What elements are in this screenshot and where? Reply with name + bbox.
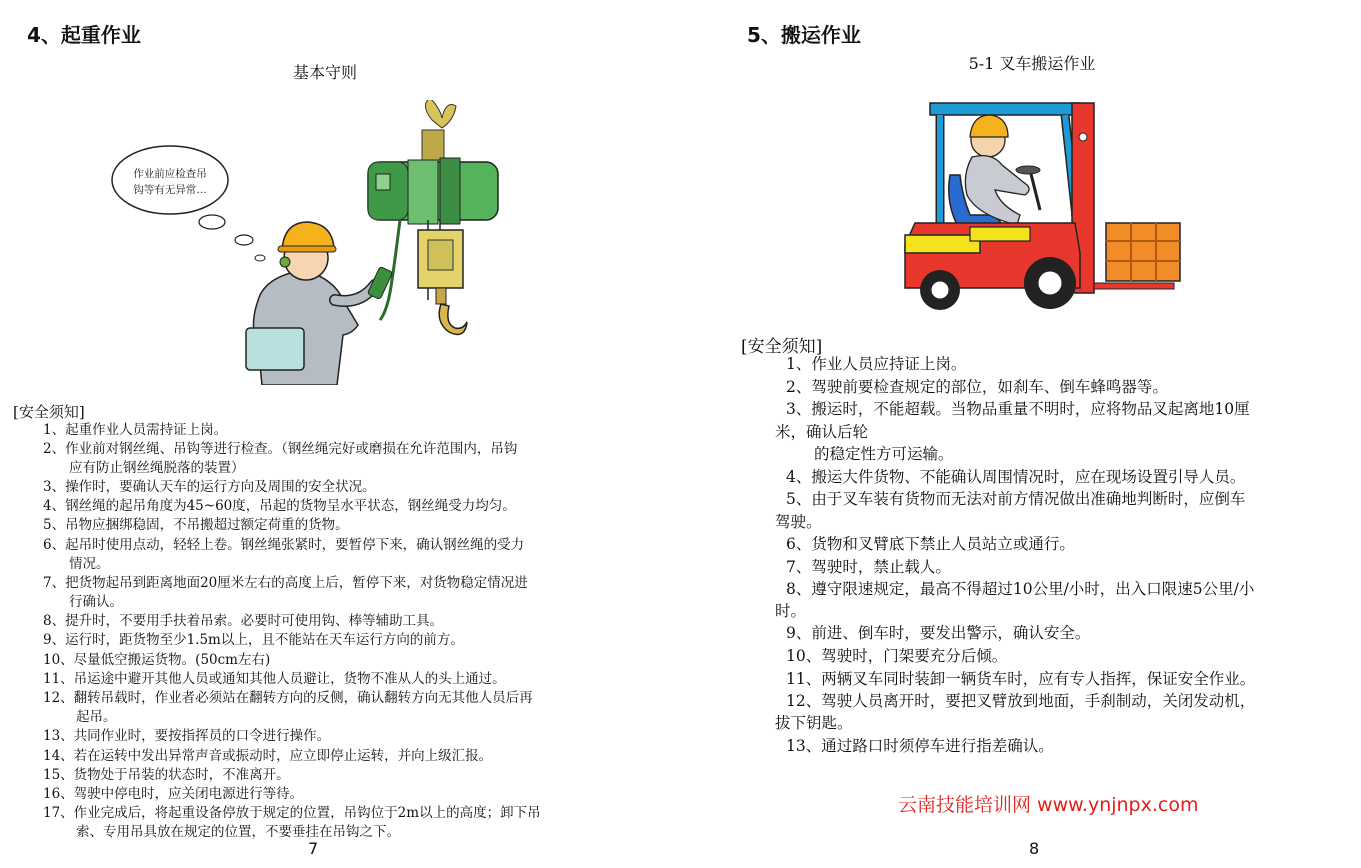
right-rule: 1、作业人员应持证上岗。 xyxy=(786,355,967,373)
left-rule: 4、钢丝绳的起吊角度为45~60度，吊起的货物呈水平状态，钢丝绳受力均匀。 xyxy=(43,498,516,514)
right-rule: 拔下钥匙。 xyxy=(775,714,853,732)
left-rule: 12、翻转吊载时，作业者必须站在翻转方向的反侧，确认翻转方向无其他人员后再 xyxy=(43,690,533,706)
subtitle-basic-rules: 基本守则 xyxy=(292,63,357,82)
site-watermark: 云南技能培训网 www.ynjnpx.com xyxy=(898,794,1199,816)
bubble-line-2: 钩等有无异常… xyxy=(133,184,207,196)
right-rule: 7、驾驶时，禁止载人。 xyxy=(786,558,951,576)
right-rule: 4、搬运大件货物、不能确认周围情况时，应在现场设置引导人员。 xyxy=(786,468,1246,486)
bubble-line-1: 作业前应检查吊 xyxy=(133,168,207,180)
right-rule: 10、驾驶时，门架要充分后倾。 xyxy=(786,647,1008,665)
right-rule: 米，确认后轮 xyxy=(775,423,869,441)
right-rule: 2、驾驶前要检查规定的部位，如刹车、倒车蜂鸣器等。 xyxy=(786,378,1168,396)
thought-dot xyxy=(235,235,253,245)
speech-bubble xyxy=(112,146,228,214)
crane-operator-illustration xyxy=(110,100,530,385)
right-rule: 3、搬运时，不能超载。当物品重量不明时，应将物品叉起离地10厘 xyxy=(786,400,1250,418)
left-rule: 10、尽量低空搬运货物。(50cm左右) xyxy=(43,652,271,668)
left-rule: 应有防止钢丝绳脱落的装置） xyxy=(69,460,245,476)
left-rule: 6、起吊时使用点动，轻轻上卷。钢丝绳张紧时，要暂停下来，确认钢丝绳的受力 xyxy=(43,537,525,553)
left-rule: 1、起重作业人员需持证上岗。 xyxy=(43,422,228,438)
notice-heading-right: [安全须知] xyxy=(741,337,823,357)
left-rule: 15、货物处于吊装的状态时，不准离开。 xyxy=(43,767,290,783)
right-rule: 时。 xyxy=(775,602,807,620)
page-number-left: 7 xyxy=(308,839,319,858)
left-rule: 5、吊物应捆绑稳固，不吊搬超过额定荷重的货物。 xyxy=(43,517,349,533)
left-rule: 2、作业前对钢丝绳、吊钩等进行检查。（钢丝绳完好或磨损在允许范围内，吊钩 xyxy=(43,441,518,457)
left-rule: 16、驾驶中停电时，应关闭电源进行等待。 xyxy=(43,786,304,802)
left-rule: 起吊。 xyxy=(76,709,117,725)
clipboard xyxy=(246,328,304,370)
right-page xyxy=(680,0,1361,868)
right-rule: 5、由于叉车装有货物而无法对前方情况做出准确地判断时，应倒车 xyxy=(786,490,1246,508)
lower-hook-icon xyxy=(439,304,467,334)
right-rule: 8、遵守限速规定，最高不得超过10公里/小时，出入口限速5公里/小 xyxy=(786,580,1255,598)
section-title-lifting: 4、起重作业 xyxy=(27,23,141,47)
left-rule: 14、若在运转中发出异常声音或振动时，应立即停止运转，并向上级汇报。 xyxy=(43,748,493,764)
forklift-illustration xyxy=(900,95,1200,315)
right-rule: 13、通过路口时须停车进行指差确认。 xyxy=(786,737,1054,755)
hardhat-icon xyxy=(970,115,1008,137)
left-rule: 情况。 xyxy=(69,556,110,572)
left-rule: 17、作业完成后，将起重设备停放于规定的位置，吊钩位于2m以上的高度；卸下吊 xyxy=(43,805,541,821)
thought-dot xyxy=(255,255,265,261)
left-rule: 11、吊运途中避开其他人员或通知其他人员避让，货物不准从人的头上通过。 xyxy=(43,671,506,687)
left-rule: 索、专用吊具放在规定的位置，不要垂挂在吊钩之下。 xyxy=(76,824,400,840)
left-rule: 3、操作时，要确认天车的运行方向及周围的安全状况。 xyxy=(43,479,376,495)
top-hook-icon xyxy=(425,100,456,128)
left-rule: 9、运行时，距货物至少1.5m以上，且不能站在天车运行方向的前方。 xyxy=(43,632,464,648)
right-rule: 的稳定性方可运输。 xyxy=(814,445,954,463)
notice-heading-left: [安全须知] xyxy=(13,403,85,421)
left-rule: 8、提升时，不要用手扶着吊索。必要时可使用钩、棒等辅助工具。 xyxy=(43,613,444,629)
thought-dot xyxy=(199,215,225,229)
left-rule: 13、共同作业时，要按指挥员的口令进行操作。 xyxy=(43,728,331,744)
subtitle-forklift: 5-1 叉车搬运作业 xyxy=(968,54,1096,73)
right-rule: 12、驾驶人员离开时，要把叉臂放到地面，手刹制动，关闭发动机， xyxy=(786,692,1256,710)
right-rule: 6、货物和叉臂底下禁止人员站立或通行。 xyxy=(786,535,1075,553)
overhead-guard xyxy=(930,103,1080,115)
page-number-right: 8 xyxy=(1029,839,1040,858)
right-rule: 驾驶。 xyxy=(775,513,822,531)
section-title-handling: 5、搬运作业 xyxy=(747,23,861,47)
right-rule: 11、两辆叉车同时装卸一辆货车时，应有专人指挥，保证安全作业。 xyxy=(786,670,1256,688)
right-rule: 9、前进、倒车时，要发出警示，确认安全。 xyxy=(786,624,1091,642)
cargo-crate xyxy=(1106,223,1180,281)
left-rule: 7、把货物起吊到距离地面20厘米左右的高度上后，暂停下来，对货物稳定情况进 xyxy=(43,575,528,591)
left-page xyxy=(0,0,680,868)
left-rule: 行确认。 xyxy=(69,594,123,610)
